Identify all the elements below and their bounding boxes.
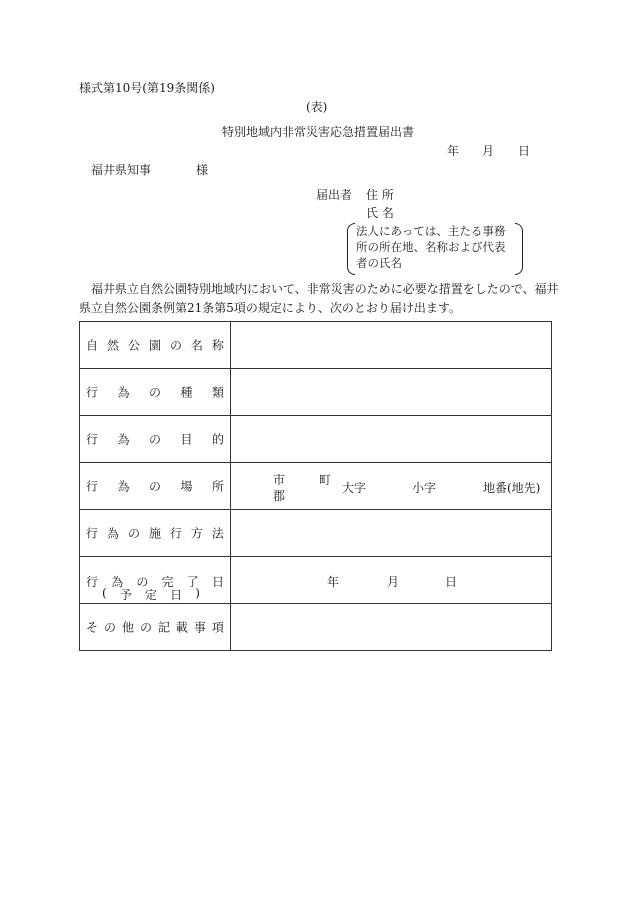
label-char: そ [86,620,99,635]
row-label-text [86,478,224,495]
label-char: 然 [106,338,119,353]
label-char: 方 [190,526,203,541]
label-char: 了 [186,575,199,589]
label-char: 場 [180,479,193,494]
label-char: 称 [211,338,224,353]
label-char: 記 [157,620,170,635]
note-bracket-right [515,223,523,275]
label-char: 行 [86,575,99,589]
label-char: 事 [193,620,206,635]
table-row [80,557,552,604]
label-char: 類 [211,385,224,400]
label-char: の [127,526,140,541]
label-char: 自 [86,338,99,353]
table-row [80,510,552,557]
row-label [80,322,231,369]
form-number: 様式第10号(第19条関係) [79,81,215,95]
table-row [80,322,552,369]
completion-day-label: 日 [445,575,458,589]
row-sublabel-text [102,586,200,603]
label-char: 行 [86,526,99,541]
park-name-field[interactable] [231,322,552,369]
body-line: 福井県立自然公園特別地域内において、非常災害のために必要な措置をしたので、福井 [91,282,559,296]
label-char: 為 [117,385,130,400]
label-char: 為 [106,526,119,541]
label-char: の [148,432,161,447]
table-row [80,416,552,463]
body-paragraph [79,280,559,317]
note-line: 所の所在地、名称および代表 [356,240,506,254]
label-char: 種 [180,385,193,400]
place-town-label: 町 [319,473,332,487]
execution-method-field[interactable] [231,510,552,557]
label-char: 名 [190,338,203,353]
note-bracket-left [347,223,355,275]
label-char: 目 [180,432,193,447]
label-char: 施 [148,526,161,541]
place-city-label: 市 [273,473,286,487]
place-koaza-label: 小字 [412,481,437,495]
label-char: 的 [211,432,224,447]
row-label-text [86,384,224,401]
other-items-field[interactable] [231,604,552,651]
body-line: 県立自然公園条例第21条第5項の規定により、次のとおり届け出ます。 [79,300,461,315]
label-char: 所 [211,479,224,494]
label-char: 行 [86,479,99,494]
row-label [80,416,231,463]
completion-month-label: 月 [387,575,400,589]
row-label [80,369,231,416]
note-line: 者の氏名 [356,256,402,270]
name-label: 氏 名 [366,206,394,220]
label-char: 園 [148,338,161,353]
row-label-text [86,337,224,354]
label-char: ( [102,586,107,600]
label-char: 公 [127,338,140,353]
row-label-text [86,431,224,448]
label-char: 項 [211,620,224,635]
completion-year-label: 年 [327,575,340,589]
table-row [80,604,552,651]
label-char: 他 [121,620,134,635]
row-label-text [86,525,224,542]
form-title: 特別地域内非常災害応急措置届出書 [222,125,415,139]
label-char: の [103,620,116,635]
label-char: 定 [144,588,157,602]
label-char: 為 [117,432,130,447]
activity-place-field[interactable] [231,463,552,510]
row-label-text [86,619,224,636]
label-char: 日 [211,575,224,589]
label-char: の [136,575,149,589]
row-label [80,463,231,510]
label-char: 行 [86,432,99,447]
activity-purpose-field[interactable] [231,416,552,463]
addressee: 福井県知事 [91,163,152,177]
label-char: 為 [111,575,124,589]
place-lot-label: 地番(地先) [483,481,541,495]
corporate-note [356,223,514,273]
label-char: 日 [170,588,183,602]
date-day-label: 日 [518,144,531,158]
label-char: 予 [119,588,132,602]
label-char: の [148,385,161,400]
side-label: (表) [306,100,328,114]
label-char: 行 [86,385,99,400]
form-table [79,321,552,651]
note-line: 法人にあっては、主たる事務 [356,224,506,238]
address-label: 住 所 [366,188,394,202]
label-char: ) [195,586,200,600]
label-char: 法 [211,526,224,541]
place-oaza-label: 大字 [342,481,367,495]
row-label [80,510,231,557]
row-label [80,604,231,651]
honorific: 様 [196,163,209,177]
table-row [80,369,552,416]
label-char: の [169,338,182,353]
label-char: 完 [161,575,174,589]
date-month-label: 月 [482,144,495,158]
label-char: 行 [169,526,182,541]
label-char: 載 [175,620,188,635]
completion-date-field[interactable] [231,557,552,604]
label-char: 為 [117,479,130,494]
label-char: の [148,479,161,494]
table-row [80,463,552,510]
label-char: の [139,620,152,635]
row-label [80,557,231,604]
date-year-label: 年 [447,144,460,158]
notifier-label: 届出者 [316,188,353,202]
activity-type-field[interactable] [231,369,552,416]
place-county-label: 郡 [273,489,286,503]
